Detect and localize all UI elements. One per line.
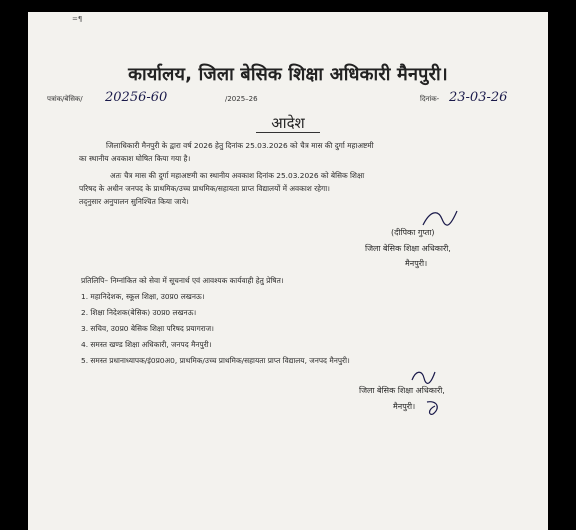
- signature1-place: मैनपुरी।: [405, 259, 428, 268]
- date-label: दिनांक-: [420, 95, 440, 103]
- ref-year: /2025–26: [225, 95, 258, 103]
- list-item: 2. शिक्षा निदेशक(बेसिक) उ0प्र0 लखनऊ।: [81, 308, 197, 317]
- signature2-place: मैनपुरी।: [393, 402, 416, 411]
- order-heading: आदेश: [271, 114, 305, 132]
- order-para2-line2: परिषद के अधीन जनपद के प्राथमिक/उच्च प्राथमिक/सहायता प्राप्त विद्यालयों में अवकाश रहेगा।: [79, 184, 330, 193]
- document-page: [28, 12, 548, 530]
- signature-scribble-3: [423, 398, 445, 418]
- order-para1-line2: का स्थानीय अवकाश घोषित किया गया है।: [79, 154, 191, 163]
- signature1-designation: जिला बेसिक शिक्षा अधिकारी,: [365, 244, 451, 253]
- corner-mark: =¶: [72, 15, 83, 23]
- office-title: कार्यालय, जिला बेसिक शिक्षा अधिकारी मैनपुरी।: [128, 64, 448, 85]
- order-para2-line3: तद्नुसार अनुपालन सुनिश्चित किया जाये।: [79, 197, 189, 206]
- ref-label: पत्रांक/बेसिक/: [47, 95, 83, 103]
- copy-list: [81, 289, 511, 369]
- date-value: 23-03-26: [449, 90, 508, 105]
- ref-number: 20256-60: [105, 90, 168, 105]
- order-para1-line1: जिलाधिकारी मैनपुरी के द्वारा वर्ष 2026 हेतु दिनांक 25.03.2026 को चैत्र मास की दुर्गा महाअष्टमी: [106, 141, 374, 150]
- order-para2-line1: अतः चैत्र मास की दुर्गा महाअष्टमी का स्थानीय अवकाश दिनांक 25.03.2026 को बेसिक शिक्षा: [110, 171, 365, 180]
- signature1-name: (दीपिका गुप्ता): [391, 228, 435, 237]
- list-item: 1. महानिदेशक, स्कूल शिक्षा, उ0प्र0 लखनऊ।: [81, 292, 205, 301]
- list-item: 5. समस्त प्रधानाध्यापक/इं0प्र0अ0, प्राथमिक/उच्च प्राथमिक/सहायता प्राप्त विद्यालय, जनपद मैनपुरी।: [81, 356, 350, 365]
- copy-intro: प्रतिलिपि– निम्नांकित को सेवा में सूचनार्थ एवं आवश्यक कार्यवाही हेतु प्रेषित।: [81, 276, 284, 285]
- list-item: 4. समस्त खण्ड शिक्षा अधिकारी, जनपद मैनपुरी।: [81, 340, 212, 349]
- list-item: 3. सचिव, उ0प्र0 बेसिक शिक्षा परिषद प्रयागराज।: [81, 324, 214, 333]
- order-heading-underline: [256, 132, 320, 133]
- signature2-designation: जिला बेसिक शिक्षा अधिकारी,: [359, 386, 445, 395]
